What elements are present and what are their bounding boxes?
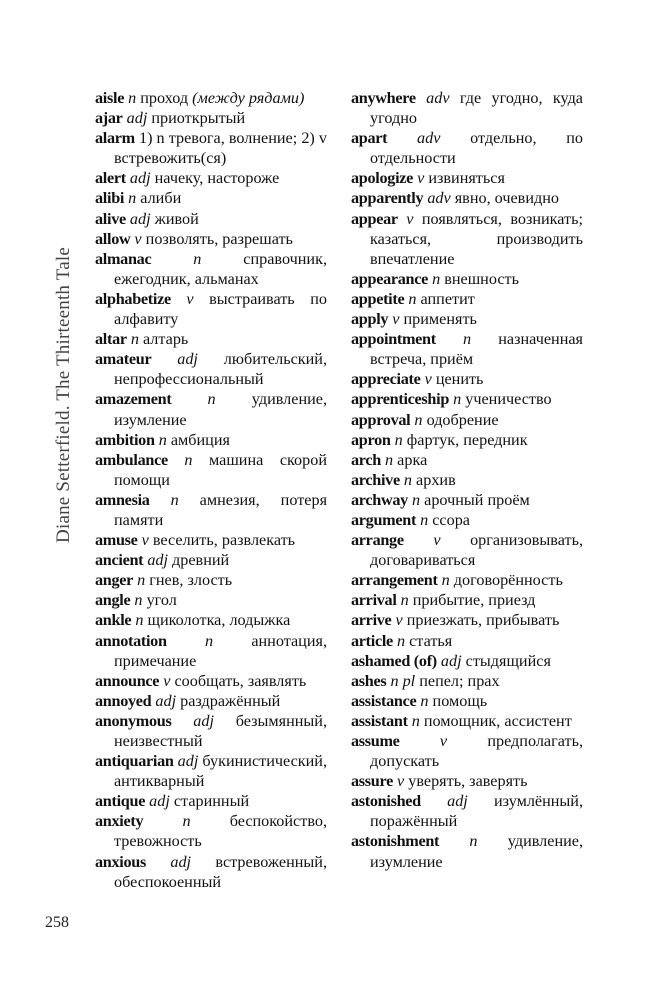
translation: раздражённый	[180, 691, 281, 710]
headword: alive	[95, 209, 126, 228]
headword: archway	[351, 490, 408, 509]
dictionary-entry	[95, 108, 327, 128]
headword: anonymous	[95, 711, 172, 730]
dictionary-entry	[351, 389, 583, 409]
headword: almanac	[95, 249, 152, 268]
translation: организовывать, договариваться	[370, 531, 584, 570]
dictionary-entry	[95, 671, 327, 691]
headword: apparently	[351, 189, 424, 208]
headword: appearance	[351, 269, 429, 288]
page-number: 258	[45, 914, 69, 931]
headword: arrive	[351, 611, 392, 630]
headword: alert	[95, 169, 126, 188]
translation: справочник, ежегодник, альманах	[114, 249, 328, 288]
translation: прибытие, приезд	[412, 591, 536, 610]
translation: статья	[409, 631, 453, 650]
translation: предполагать, допускать	[370, 732, 584, 771]
part-of-speech: n	[207, 390, 216, 409]
dictionary-entry	[95, 631, 327, 671]
dictionary-entry	[351, 450, 583, 470]
dictionary-entry	[95, 88, 327, 108]
headword: apprenticeship	[351, 390, 450, 409]
headword: archive	[351, 470, 400, 489]
translation: арочный проём	[424, 490, 530, 509]
dictionary-entry	[95, 550, 327, 570]
dictionary-entry	[351, 209, 583, 269]
part-of-speech: adj	[177, 350, 198, 369]
dictionary-entry	[95, 590, 327, 610]
dictionary-entry	[95, 389, 327, 429]
part-of-speech: v	[392, 310, 400, 329]
translation: арка	[397, 450, 428, 469]
part-of-speech: n	[411, 711, 420, 730]
dictionary-entry	[351, 269, 583, 289]
part-of-speech: v	[424, 370, 432, 389]
translation: приоткрытый	[151, 109, 246, 128]
part-of-speech: adj	[129, 209, 151, 228]
translation: алиби	[140, 189, 182, 208]
headword: annoyed	[95, 691, 152, 710]
translation: назначенная встреча, приём	[370, 330, 583, 369]
headword: anger	[95, 571, 134, 590]
headword: article	[351, 631, 393, 650]
dictionary-entry	[351, 570, 583, 590]
dictionary-entry	[351, 329, 583, 369]
headword: apron	[351, 430, 391, 449]
dictionary-entry	[351, 410, 583, 430]
translation: старинный	[173, 792, 250, 811]
headword: amazement	[95, 390, 172, 409]
part-of-speech: v	[433, 531, 441, 550]
part-of-speech: adj	[126, 109, 148, 128]
headword: approval	[351, 410, 411, 429]
headword: anxiety	[95, 812, 144, 831]
dictionary-entry	[351, 590, 583, 610]
dictionary-entry	[351, 490, 583, 510]
translation: букинистический, антикварный	[114, 752, 328, 791]
dictionary-entry	[95, 751, 327, 791]
dictionary-entry	[351, 771, 583, 791]
part-of-speech: n	[412, 490, 421, 509]
headword: astonishment	[351, 832, 440, 851]
headword: ashes	[351, 671, 387, 690]
translation: удивление, изумление	[114, 390, 328, 429]
dictionary-entry	[95, 329, 327, 349]
headword: apologize	[351, 169, 414, 188]
dictionary-entry	[95, 811, 327, 851]
headword: assume	[351, 732, 400, 750]
part-of-speech: adj	[447, 792, 468, 811]
part-of-speech: adj	[149, 792, 170, 811]
dictionary-entry	[95, 188, 327, 208]
headword: alibi	[95, 189, 125, 208]
dictionary-entry	[351, 831, 583, 871]
part-of-speech: n	[400, 591, 409, 610]
part-of-speech: n	[204, 631, 214, 650]
part-of-speech: adv	[417, 129, 441, 148]
translation: изумлённый, поражённый	[370, 792, 584, 831]
translation: приезжать, прибывать	[406, 611, 560, 630]
translation: ученичество	[465, 390, 552, 409]
headword: appear	[351, 209, 398, 228]
headword: amateur	[95, 350, 152, 369]
part-of-speech: n	[184, 450, 193, 469]
headword: appointment	[351, 330, 436, 349]
headword: ashamed (of)	[351, 651, 437, 670]
dictionary-entry	[95, 430, 327, 450]
part-of-speech: n pl	[390, 671, 416, 690]
headword: anxious	[95, 852, 146, 871]
running-title-text: Diane Setterfield. The Thirteenth Tale	[53, 247, 74, 543]
translation: отдельно, по отдельности	[370, 129, 584, 168]
part-of-speech: n	[453, 390, 462, 409]
dictionary-entry	[351, 510, 583, 530]
dictionary-entry	[95, 852, 327, 892]
translation: безымянный, неизвестный	[114, 711, 327, 750]
headword: arrange	[351, 531, 404, 550]
part-of-speech: v	[439, 732, 448, 750]
headword: ankle	[95, 611, 132, 630]
translation: одобрение	[426, 410, 499, 429]
part-of-speech: n	[193, 249, 202, 268]
headword: allow	[95, 229, 131, 248]
headword: antique	[95, 792, 146, 811]
headword: aisle	[95, 89, 125, 107]
dictionary-entry	[95, 691, 327, 711]
translation: внешность	[444, 269, 519, 288]
translation: стыдящийся	[465, 651, 551, 670]
headword: annotation	[95, 631, 167, 650]
headword: altar	[95, 330, 127, 349]
part-of-speech: n	[420, 510, 429, 529]
dictionary-entry	[351, 691, 583, 711]
translation: помощник, ассистент	[423, 711, 572, 730]
headword: alphabetize	[95, 289, 171, 308]
part-of-speech: n	[135, 611, 144, 630]
dictionary-entry	[95, 530, 327, 550]
part-of-speech: v	[186, 289, 194, 308]
part-of-speech: v	[163, 671, 171, 690]
translation: уверять, заверять	[408, 772, 528, 791]
dictionary-entry	[351, 168, 583, 188]
part-of-speech: v	[141, 531, 149, 550]
part-of-speech: adj	[193, 711, 214, 730]
part-of-speech: v	[395, 611, 403, 630]
translation: позволять, разрешать	[145, 229, 293, 248]
dictionary-entry	[95, 711, 327, 751]
dictionary-entry	[351, 369, 583, 389]
translation: гнев, злость	[149, 571, 233, 590]
translation: щиколотка, лодыжка	[147, 611, 291, 630]
part-of-speech: n	[414, 410, 423, 429]
part-of-speech: adv	[427, 189, 451, 208]
headword: anywhere	[351, 89, 416, 107]
dictionary-entry	[95, 249, 327, 289]
part-of-speech: n	[394, 430, 403, 449]
translation: применять	[403, 310, 477, 329]
part-of-speech: n	[441, 571, 450, 590]
part-of-speech: n	[137, 571, 146, 590]
headword: angle	[95, 591, 131, 610]
translation: амбиция	[170, 430, 230, 449]
headword: ambulance	[95, 450, 168, 469]
headword: apply	[351, 310, 389, 329]
translation: аппетит	[420, 289, 475, 308]
dictionary-entry	[351, 188, 583, 208]
translation: извиняться	[428, 169, 505, 188]
part-of-speech: n	[170, 490, 179, 509]
headword: appetite	[351, 289, 405, 308]
dictionary-column-left	[95, 88, 327, 892]
translation: появляться, возникать; казаться, производить впечатление	[370, 209, 584, 268]
dictionary-column-right	[351, 88, 583, 872]
translation: амнезия, потеря памяти	[114, 490, 328, 529]
translation: встревоженный, обеспокоенный	[114, 852, 327, 891]
part-of-speech: n	[158, 430, 167, 449]
translation: машина скорой помощи	[114, 450, 328, 489]
dictionary-entry	[351, 791, 583, 831]
dictionary-entry	[95, 289, 327, 329]
dictionary-entry	[351, 651, 583, 671]
headword: antiquarian	[95, 752, 174, 771]
translation: беспокойство, тревожность	[114, 812, 327, 851]
dictionary-entry	[351, 128, 583, 168]
headword: ajar	[95, 109, 123, 128]
headword: arrival	[351, 591, 397, 610]
part-of-speech: v	[134, 229, 142, 248]
part-of-speech: n	[408, 289, 417, 308]
headword: ambition	[95, 430, 155, 449]
part-of-speech: n	[182, 812, 191, 831]
translation: пепел; прах	[419, 671, 500, 690]
dictionary-entry	[351, 711, 583, 731]
translation: живой	[154, 209, 199, 228]
headword: assistant	[351, 711, 408, 730]
part-of-speech: adj	[440, 651, 462, 670]
part-of-speech: n	[134, 591, 143, 610]
dictionary-entry	[351, 530, 583, 570]
part-of-speech: n	[463, 330, 472, 349]
part-of-speech: adj	[170, 852, 192, 871]
headword: announce	[95, 671, 160, 690]
part-of-speech: adj	[129, 169, 151, 188]
dictionary-entry	[95, 349, 327, 389]
translation: выстраивать по алфавиту	[114, 289, 327, 329]
translation: фартук, передник	[406, 430, 528, 449]
dictionary-entry	[351, 610, 583, 630]
translation: 1) n тревога, волнение; 2) v встревожить(ся)	[114, 129, 328, 168]
dictionary-entry	[351, 88, 583, 128]
headword: assure	[351, 772, 393, 791]
part-of-speech: v	[406, 209, 414, 228]
dictionary-entry	[351, 289, 583, 309]
part-of-speech: v	[397, 772, 405, 791]
dictionary-entry	[95, 128, 327, 168]
headword: amuse	[95, 531, 138, 550]
headword: amnesia	[95, 490, 150, 509]
translation: явно, очевидно	[454, 189, 559, 208]
dictionary-entry	[95, 229, 327, 249]
headword: alarm	[95, 129, 135, 148]
dictionary-entry	[95, 490, 327, 530]
dictionary-entry	[95, 209, 327, 229]
part-of-speech: n	[385, 450, 394, 469]
headword: argument	[351, 510, 417, 529]
part-of-speech: adj	[147, 551, 168, 570]
part-of-speech: adj	[177, 752, 199, 771]
translation: угол	[146, 591, 177, 610]
dictionary-entry	[351, 731, 583, 771]
headword: astonished	[351, 792, 421, 811]
dictionary-entry	[95, 168, 327, 188]
translation: сообщать, заявлять	[174, 671, 307, 690]
headword: arrangement	[351, 571, 438, 590]
translation: аннотация, примечание	[114, 631, 327, 670]
part-of-speech: n	[396, 631, 406, 650]
translation: помощь	[432, 691, 488, 710]
translation: начеку, настороже	[154, 169, 280, 188]
part-of-speech: adv	[426, 89, 450, 107]
translation: ценить	[435, 370, 484, 389]
dictionary-entry	[351, 470, 583, 490]
part-of-speech: v	[417, 169, 425, 188]
part-of-speech: n	[432, 269, 441, 288]
translation: удивление, изумление	[370, 832, 584, 871]
translation: алтарь	[142, 330, 189, 349]
part-of-speech: n	[403, 470, 412, 489]
translation: веселить, развлекать	[152, 531, 296, 550]
dictionary-entry	[351, 309, 583, 329]
dictionary-entry	[95, 791, 327, 811]
part-of-speech: n	[128, 89, 137, 107]
part-of-speech: n	[130, 330, 139, 349]
dictionary-entry	[351, 430, 583, 450]
dictionary-entry	[95, 450, 327, 490]
dictionary-entry	[95, 570, 327, 590]
headword: appreciate	[351, 370, 421, 389]
dictionary-entry	[351, 631, 583, 651]
headword: apart	[351, 129, 388, 148]
part-of-speech: adj	[155, 691, 177, 710]
part-of-speech: n	[420, 691, 429, 710]
translation: где угодно, куда угодно	[370, 89, 583, 128]
usage-note: (между рядами)	[192, 89, 305, 107]
translation: архив	[416, 470, 456, 489]
dictionary-entry	[351, 671, 583, 691]
part-of-speech: n	[469, 832, 478, 851]
dictionary-entry	[95, 610, 327, 630]
headword: arch	[351, 450, 381, 469]
translation: ссора	[432, 510, 470, 529]
translation: древний	[172, 551, 230, 570]
headword: assistance	[351, 691, 417, 710]
translation: любительский, непрофессиональный	[114, 350, 327, 389]
translation: проход	[140, 89, 189, 107]
headword: ancient	[95, 551, 144, 570]
translation: договорённость	[453, 571, 563, 590]
part-of-speech: n	[128, 189, 137, 208]
